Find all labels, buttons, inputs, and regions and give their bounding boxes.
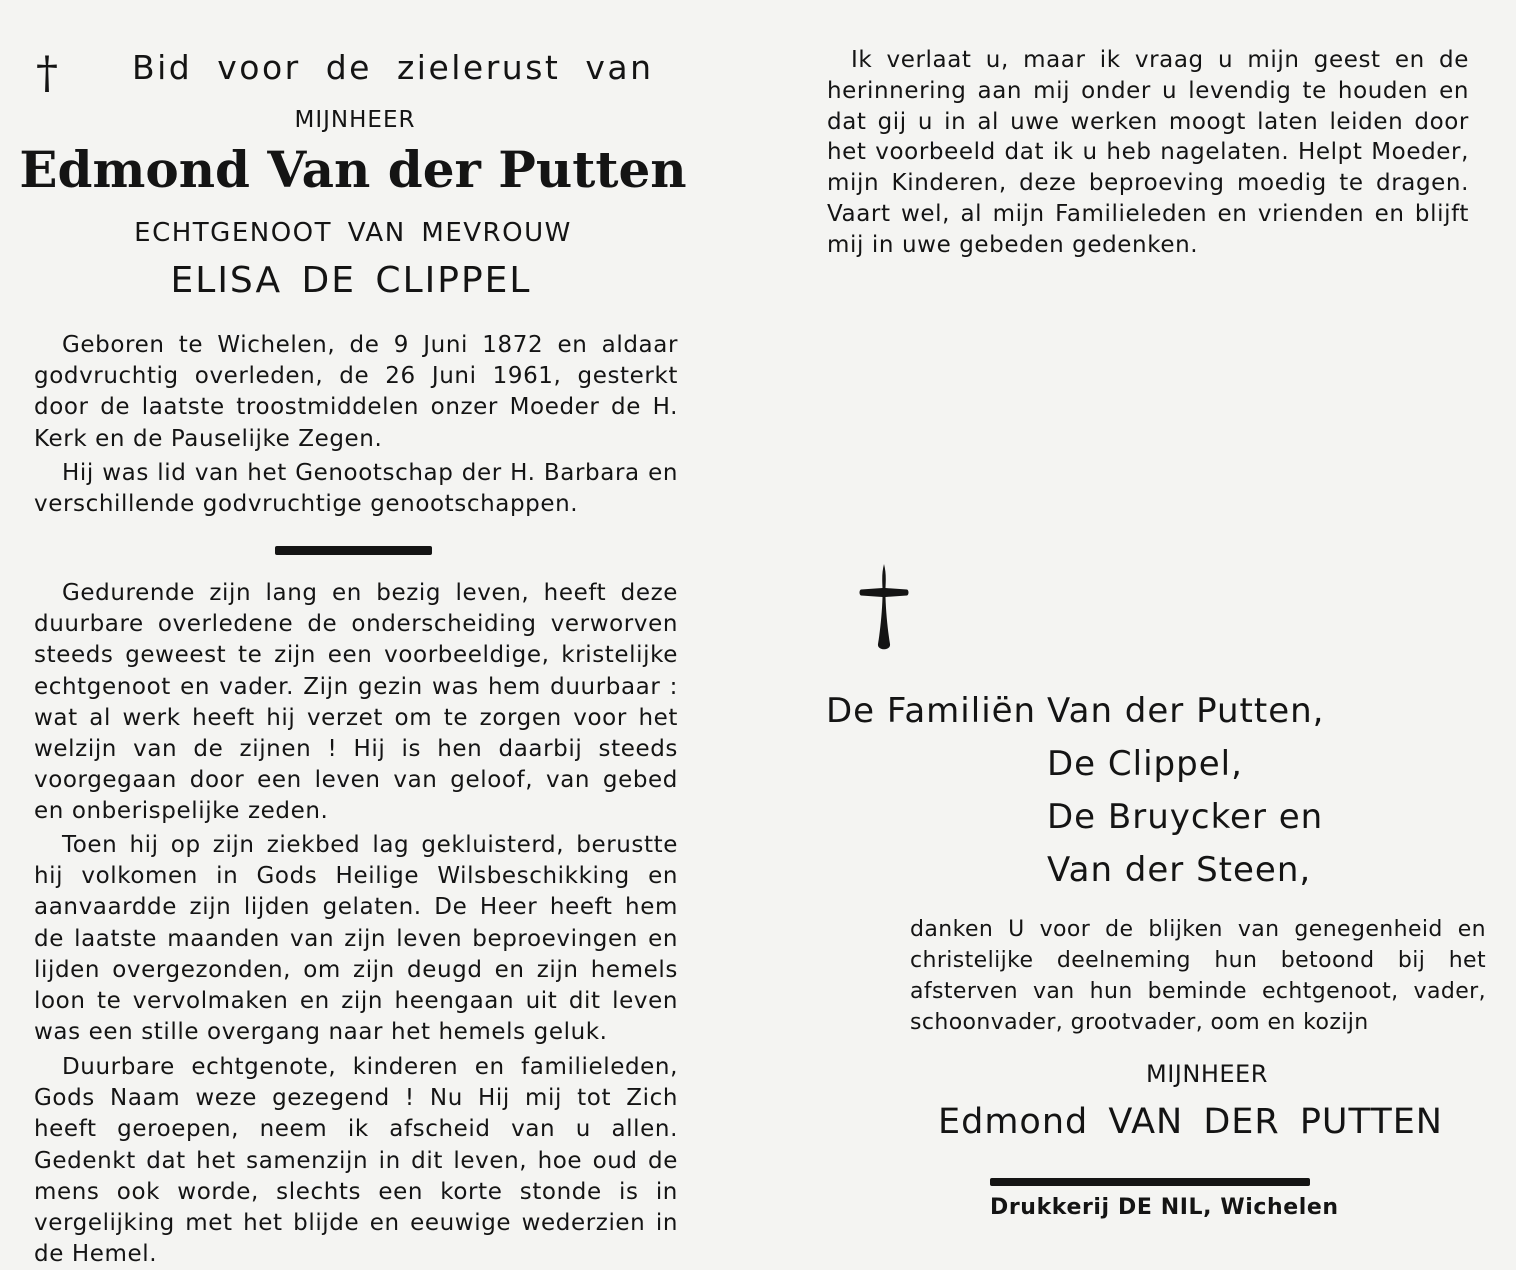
life-paragraph [34,578,678,828]
membership-paragraph [34,458,678,520]
deceased-name: Edmond VAN DER PUTTEN [938,1102,1443,1142]
illness-paragraph [34,830,678,1048]
memorial-card-right-page [758,0,1516,1260]
farewell-paragraph-start [34,1052,678,1270]
printer-credit: Drukkerij DE NIL, Wichelen [990,1195,1339,1220]
section-divider [990,1178,1310,1186]
spouse-name: ELISA DE CLIPPEL [170,260,532,301]
family-name: Van der Putten, [1047,691,1325,731]
family-name: De Clippel, [1047,744,1243,784]
cross-icon [858,562,910,654]
cross-icon: † [36,48,58,99]
title-mijnheer: MIJNHEER [294,107,416,133]
paragraph-text: Gedurende zijn lang en bezig leven, heeft deze duurbare overledene de onderscheiding verworven steeds geweest te zijn een voorbeeldige, kristelijke echtgenoot en vader. Zijn gezin was hem duurbaar : wat al werk heeft hij verzet om te zorgen voor het welzijn van de zijnen ! Hij is hen daarbij steeds voorgegaan door een leven van geloof, van gebed en onberispelijke zeden. [34,580,678,825]
spouse-label: ECHTGENOOT VAN MEVROUW [134,218,572,248]
paragraph-text: Duurbare echtgenote, kinderen en familieleden, Gods Naam weze gezegend ! Nu Hij mij tot Zich heeft geroepen, neem ik afscheid van u allen. Gedenkt dat het samenzijn in dit leven, hoe oud de mens ook worde, slechts een korte stonde is in vergelijking met het blijde en eeuwige wederzien in de Hemel. [34,1054,678,1268]
family-name: De Bruycker en [1047,797,1324,837]
paragraph-text: Geboren te Wichelen, de 9 Juni 1872 en aldaar godvruchtig overleden, de 26 Juni 1961, gesterkt door de laatste troostmiddelen onzer Moeder de H. Kerk en de Pauselijke Zegen. [34,332,678,452]
list-item [826,844,1325,897]
prayer-heading: Bid voor de zielerust van [132,48,654,87]
farewell-paragraph-end: Ik verlaat u, maar ik vraag u mijn geest en de herinnering aan mij onder u levendig te houden en dat gij u in al uwe werken moogt laten leiden door het voorbeeld dat ik u heb nagelaten. Helpt Moeder, mijn Kinderen, deze beproeving moedig te dragen. Vaart wel, al mijn Familieleden en vrienden en blijft mij in uwe gebeden gedenken. [827,47,1469,258]
list-item [826,685,1325,738]
thanks-paragraph: danken U voor de blijken van genegenheid en christelijke deelneming hun betoond bij het afsterven van hun beminde echtgenoot, vader, schoonvader, grootvader, oom en kozijn [910,917,1486,1035]
deceased-name: Edmond Van der Putten [19,140,687,199]
list-item [826,738,1325,791]
memorial-card-left-page [0,0,758,1268]
paragraph-text: Toen hij op zijn ziekbed lag gekluisterd, berustte hij volkomen in Gods Heilige Wilsbeschikking en aanvaardde zijn lijden gelaten. De Heer heeft hem de laatste maanden van zijn leven beproevingen en lijden overgezonden, om zijn deugd en zijn hemels loon te vervolmaken en zijn heengaan uit dit leven was een stille overgang naar het hemels geluk. [34,832,678,1046]
list-item [826,791,1325,844]
families-label: De Familiën [826,691,1037,731]
families-list [826,685,1325,897]
birth-death-paragraph [34,330,678,455]
family-name: Van der Steen, [1047,850,1312,890]
paragraph-text: Hij was lid van het Genootschap der H. Barbara en verschillende godvruchtige genootschappen. [34,460,678,518]
section-divider [275,546,432,555]
title-mijnheer: MIJNHEER [1146,1060,1268,1088]
